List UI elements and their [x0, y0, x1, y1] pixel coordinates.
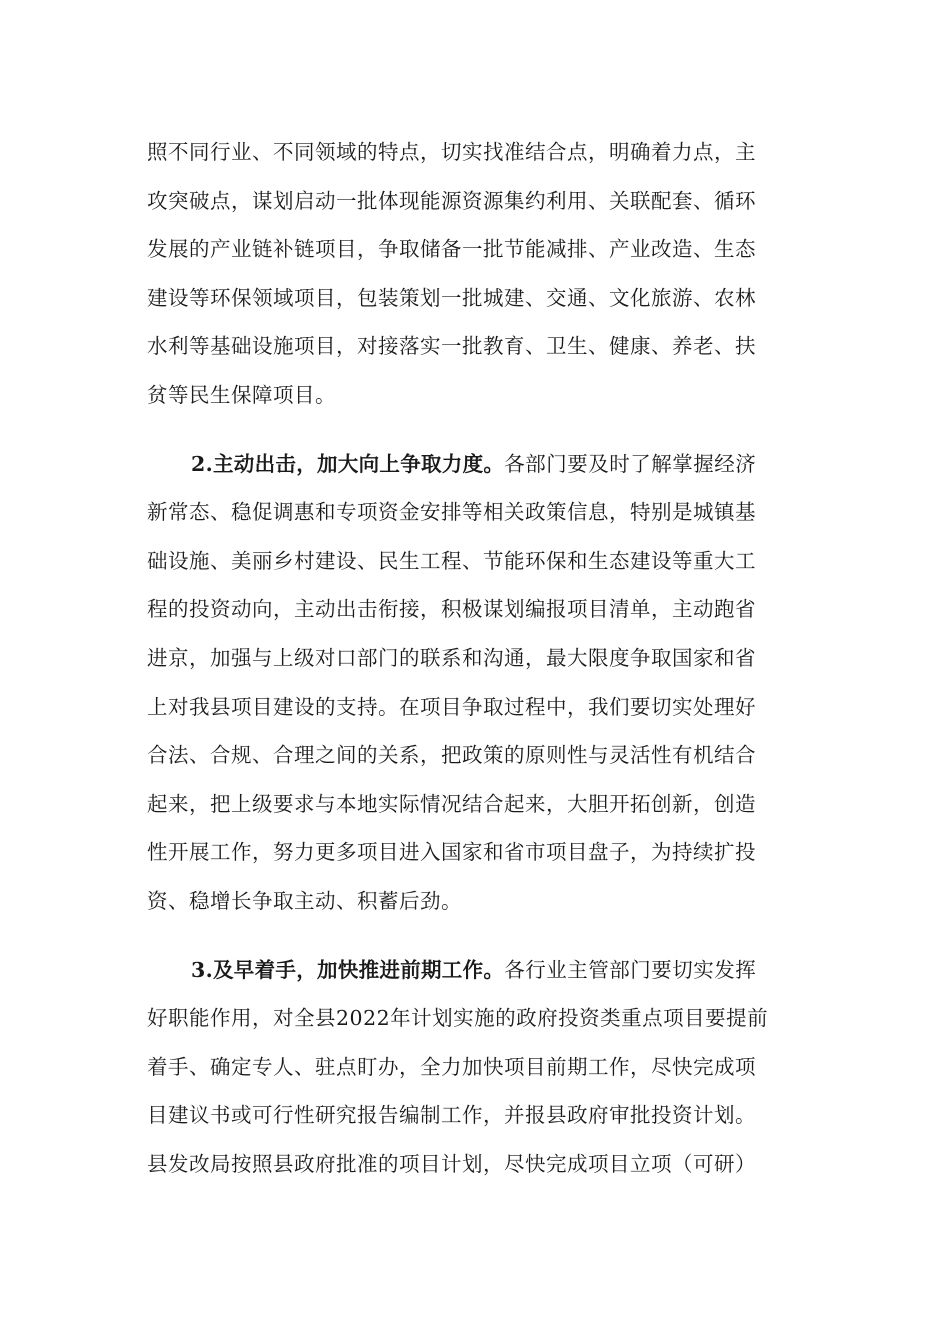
text-line: 贫等民生保障项目。 [147, 382, 336, 407]
text-line: 上对我县项目建设的支持。在项目争取过程中，我们要切实处理好 [147, 694, 756, 719]
text-line: 攻突破点，谋划启动一批体现能源资源集约利用、关联配套、循环 [147, 188, 756, 213]
text-line: 县发改局按照县政府批准的项目计划，尽快完成项目立项（可研） [147, 1151, 756, 1176]
text-line: 础设施、美丽乡村建设、民生工程、节能环保和生态建设等重大工 [147, 548, 756, 573]
text-line: 建设等环保领域项目，包装策划一批城建、交通、文化旅游、农林 [147, 285, 756, 310]
text-line: 程的投资动向，主动出击衔接，积极谋划编报项目清单，主动跑省 [147, 597, 756, 622]
text-line: 目建议书或可行性研究报告编制工作，并报县政府审批投资计划。 [147, 1103, 756, 1128]
text-line: 性开展工作，努力更多项目进入国家和省市项目盘子，为持续扩投 [147, 840, 756, 865]
paragraph-2 [147, 440, 807, 926]
text-run: 各部门要及时了解掌握经济 [504, 451, 757, 476]
text-line: 好职能作用，对全县2022年计划实施的政府投资类重点项目要提前 [147, 1006, 769, 1031]
text-line: 合法、合规、合理之间的关系，把政策的原则性与灵活性有机结合 [147, 743, 756, 768]
paragraph-first-line [147, 440, 807, 489]
text-line: 进京，加强与上级对口部门的联系和沟通，最大限度争取国家和省 [147, 645, 756, 670]
document-body [147, 128, 807, 1188]
text-line: 水利等基础设施项目，对接落实一批教育、卫生、健康、养老、扶 [147, 334, 756, 359]
paragraph-1 [147, 128, 807, 420]
text-line: 发展的产业链补链项目，争取储备一批节能减排、产业改造、生态 [147, 237, 756, 262]
paragraph-3 [147, 946, 807, 1189]
text-line: 资、稳增长争取主动、积蓄后劲。 [147, 888, 462, 913]
paragraph-first-line [147, 946, 807, 995]
text-line: 新常态、稳促调惠和专项资金安排等相关政策信息，特别是城镇基 [147, 500, 756, 525]
text-line: 起来，把上级要求与本地实际情况结合起来，大胆开拓创新，创造 [147, 791, 756, 816]
text-run: 各行业主管部门要切实发挥 [504, 957, 757, 982]
text-line: 着手、确定专人、驻点盯办，全力加快项目前期工作，尽快完成项 [147, 1054, 756, 1079]
paragraph-spacer [147, 420, 807, 440]
paragraph-heading: 3.及早着手，加快推进前期工作。 [191, 957, 505, 982]
text-line: 照不同行业、不同领域的特点，切实找准结合点，明确着力点，主 [147, 140, 756, 164]
paragraph-heading: 2.主动出击，加大向上争取力度。 [191, 451, 505, 476]
paragraph-spacer [147, 926, 807, 946]
